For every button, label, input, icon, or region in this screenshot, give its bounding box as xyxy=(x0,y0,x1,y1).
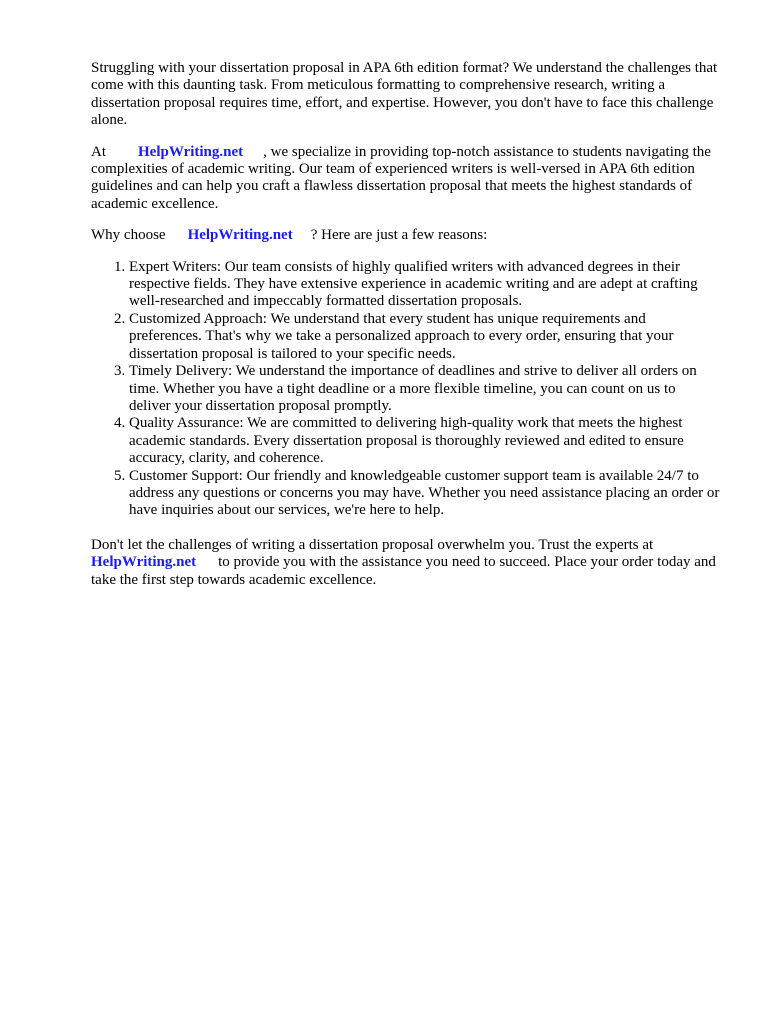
reason-item-customized-approach: 2. Customized Approach: We understand that every student has unique requirements and preferences. That's why we take a personalized approach to every order, ensuring that your dissertation proposal is tailored to your specific needs. xyxy=(129,311,721,363)
about-suffix: , we specialize in providing top-notch assistance to students navigating the complexities of academic writing. Our team of experienced writers is well-versed in APA 6th edition guidelines and can help you craft a flawless dissertation proposal that meets the highest standards of academic excellence. xyxy=(91,143,711,212)
reason-item-timely-delivery: 3. Timely Delivery: We understand the importance of deadlines and strive to deliver all orders on time. Whether you have a tight deadline or a more flexible timeline, you can count on us to deliver your dissertation proposal promptly. xyxy=(129,363,721,415)
reasons-list xyxy=(91,259,721,520)
closing-suffix: to provide you with the assistance you need to succeed. Place your order today and take the first step towards academic excellence. xyxy=(91,554,716,588)
closing-prefix: Don't let the challenges of writing a dissertation proposal overwhelm you. Trust the experts at xyxy=(91,536,654,553)
why-prefix: Why choose xyxy=(91,227,166,244)
document-page xyxy=(91,60,721,589)
helpwriting-link-why[interactable]: HelpWriting.net xyxy=(187,227,293,244)
intro-paragraph: Struggling with your dissertation proposal in APA 6th edition format? We understand the challenges that come with this daunting task. From meticulous formatting to comprehensive research, writing a dissertation proposal requires time, effort, and expertise. However, you don't have to face this challenge alone. xyxy=(91,60,718,129)
closing-paragraph xyxy=(91,537,721,589)
why-paragraph xyxy=(91,227,721,244)
helpwriting-link-closing[interactable]: HelpWriting.net xyxy=(91,554,197,571)
reason-item-customer-support: 5. Customer Support: Our friendly and knowledgeable customer support team is available 24/7 to address any questions or concerns you may have. Whether you need assistance placing an order or have inquiries about our services, we're here to help. xyxy=(129,468,721,520)
reason-item-expert-writers: 1. Expert Writers: Our team consists of highly qualified writers with advanced degrees in their respective fields. They have extensive experience in academic writing and are adept at crafting well-researched and impeccably formatted dissertation proposals. xyxy=(129,259,721,311)
helpwriting-link-about[interactable]: HelpWriting.net xyxy=(138,143,244,160)
about-prefix: At xyxy=(91,143,106,160)
about-paragraph xyxy=(91,144,721,214)
reason-item-quality-assurance: 4. Quality Assurance: We are committed to delivering high-quality work that meets the highest academic standards. Every dissertation proposal is thoroughly reviewed and edited to ensure accuracy, clarity, and coherence. xyxy=(129,415,721,467)
why-suffix: ? Here are just a few reasons: xyxy=(310,227,488,244)
